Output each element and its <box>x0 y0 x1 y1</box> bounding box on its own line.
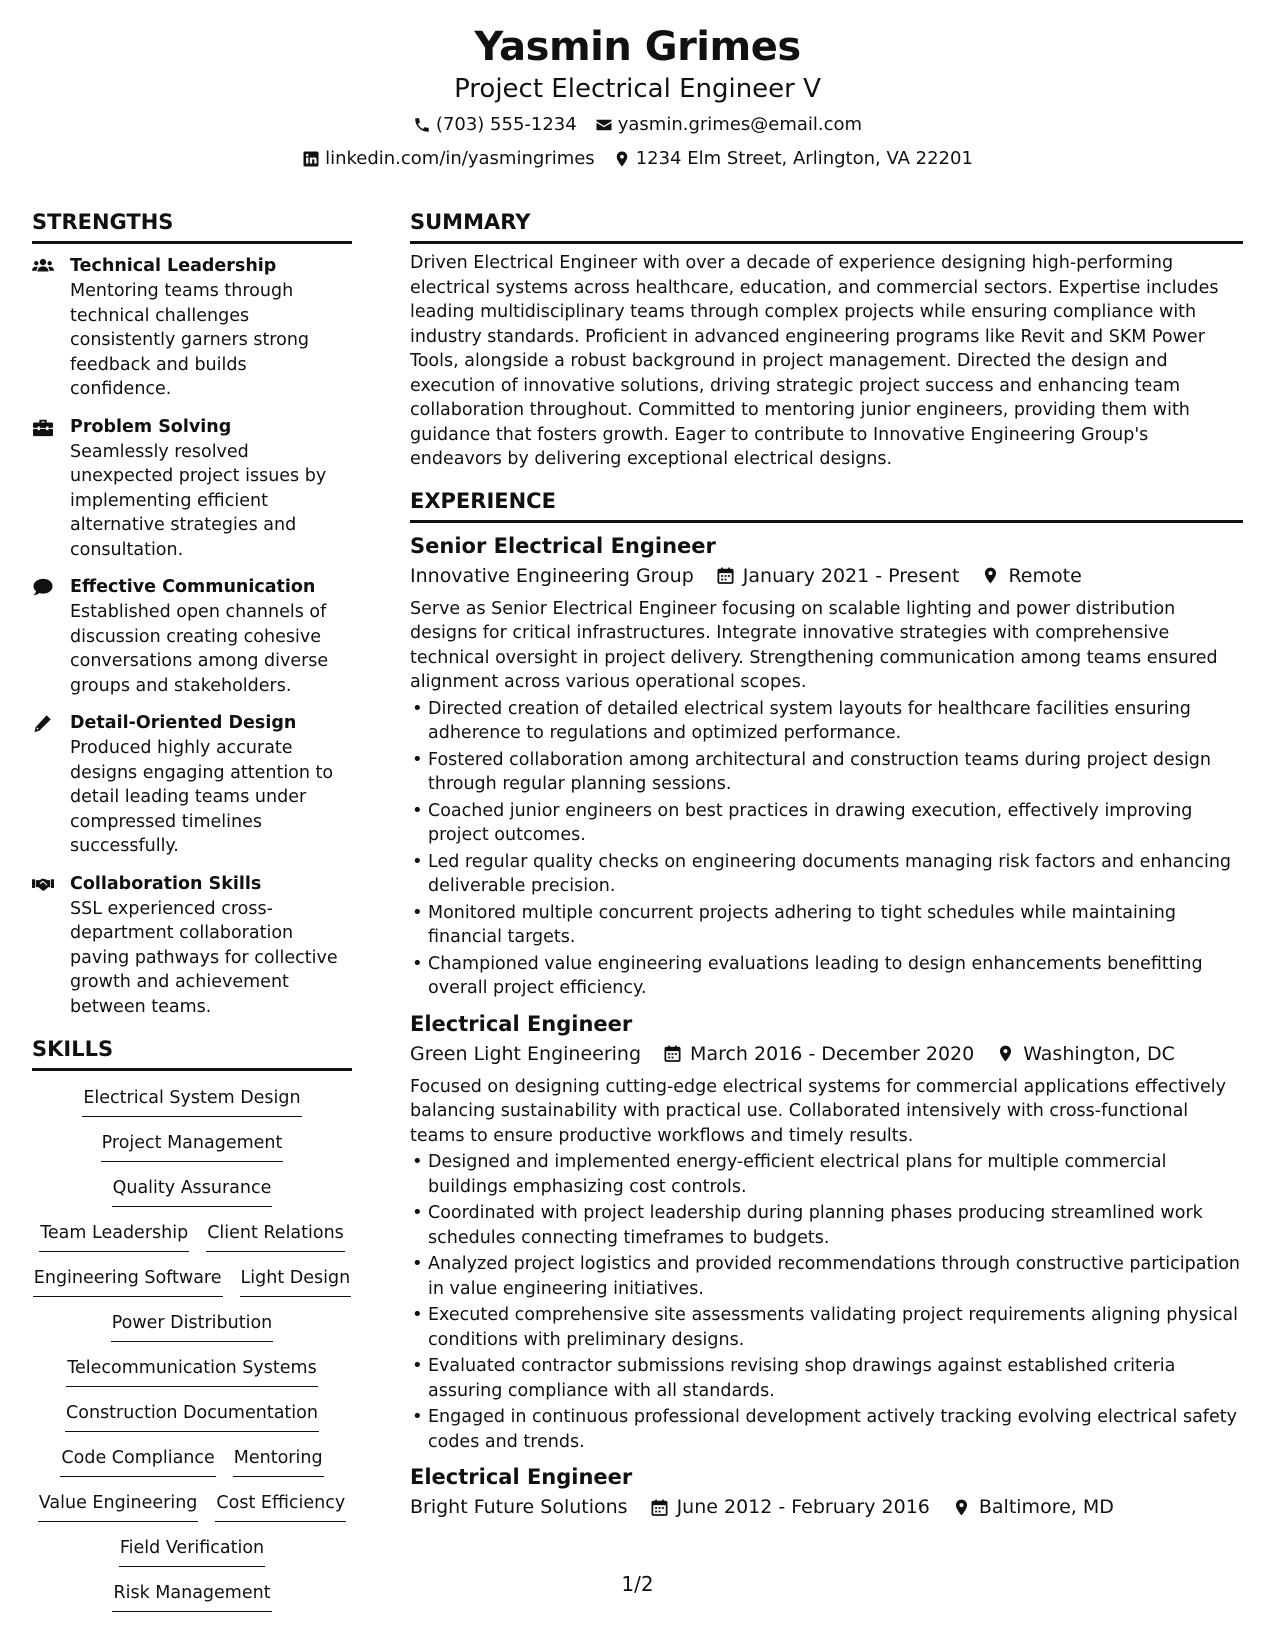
job-bullet: • Executed comprehensive site assessments validating project requirements aligning physical conditions with preliminary designs. <box>410 1303 1243 1352</box>
skill-tag: Cost Efficiency <box>215 1490 346 1522</box>
skill-tag: Team Leadership <box>39 1220 189 1252</box>
strength-desc: Produced highly accurate designs engaging attention to detail leading teams under compressed timelines successfully. <box>70 738 334 856</box>
job-bullets <box>410 1150 1243 1454</box>
strength-item <box>32 254 352 402</box>
skill-tag: Field Verification <box>119 1535 265 1567</box>
job-description: Serve as Senior Electrical Engineer focusing on scalable lighting and power distribution designs for critical infrastructures. Integrate innovative strategies with comprehensive technical oversight in project delivery. Strengthening communication among teams ensured alignment across various operational scopes. <box>410 598 1218 692</box>
skills-list <box>32 1085 352 1625</box>
contact-row-1 <box>0 110 1275 140</box>
location-text: Washington, DC <box>1023 1042 1175 1065</box>
users-icon <box>32 256 56 278</box>
job-meta <box>410 1039 1243 1069</box>
skill-row <box>33 1265 351 1310</box>
job-dates <box>663 1039 974 1069</box>
job-bullet: • Led regular quality checks on engineering documents managing risk factors and enhancing deliverable precision. <box>410 850 1243 899</box>
strength-item <box>32 711 352 859</box>
job-bullet: • Designed and implemented energy-efficient electrical plans for multiple commercial buildings emphasizing cost controls. <box>410 1150 1243 1199</box>
company-text: Innovative Engineering Group <box>410 564 694 587</box>
skill-tag: Project Management <box>101 1130 284 1162</box>
job-meta <box>410 561 1243 591</box>
job-title: Electrical Engineer <box>410 1011 633 1036</box>
skill-tag: Light Design <box>240 1265 352 1297</box>
comment-icon <box>32 577 56 599</box>
skill-tag: Value Engineering <box>38 1490 199 1522</box>
linkedin-contact[interactable] <box>302 144 595 174</box>
skill-row <box>66 1355 317 1400</box>
job-entry <box>410 1009 1243 1455</box>
phone-text: (703) 555-1234 <box>435 114 577 135</box>
job-entry <box>410 531 1243 1001</box>
handshake-icon <box>32 874 56 896</box>
skill-row <box>38 1490 346 1535</box>
job-bullet: • Monitored multiple concurrent projects adhering to tight schedules while maintaining financial targets. <box>410 901 1243 950</box>
calendar-icon <box>650 1498 669 1517</box>
skills-heading: SKILLS <box>32 1032 352 1071</box>
job-location <box>996 1039 1175 1069</box>
left-column <box>32 205 352 1625</box>
skill-tag: Quality Assurance <box>112 1175 273 1207</box>
job-bullet: • Engaged in continuous professional development actively tracking evolving electrical safety codes and trends. <box>410 1405 1243 1454</box>
job-bullet: • Directed creation of detailed electrical system layouts for healthcare facilities ensuring adherence to regulations and optimized performance. <box>410 697 1243 746</box>
job-entry <box>410 1462 1243 1522</box>
skill-tag: Construction Documentation <box>65 1400 319 1432</box>
job-dates <box>716 561 960 591</box>
skill-row <box>112 1175 273 1220</box>
job-company <box>410 1039 641 1069</box>
job-description: Focused on designing cutting-edge electrical systems for commercial applications effectively balancing sustainability with practical use. Collaborated intensively with cross-functional teams to ensure productive workflows and timely results. <box>410 1076 1226 1146</box>
pencil-icon <box>32 713 56 735</box>
strength-title: Technical Leadership <box>70 256 277 276</box>
strength-desc: Seamlessly resolved unexpected project issues by implementing efficient alternative strategies and consultation. <box>70 441 327 560</box>
skill-tag: Client Relations <box>206 1220 345 1252</box>
right-column <box>410 205 1243 1522</box>
phone-contact <box>413 110 577 140</box>
address-contact <box>613 144 973 174</box>
summary-heading: SUMMARY <box>410 205 1243 244</box>
summary-text: Driven Electrical Engineer with over a decade of experience designing high-performing electrical systems across healthcare, education, and commercial sectors. Expertise includes leading multidisciplinary teams through complex projects while ensuring compliance with industry standards. Proficient in advanced engineering programs like Revit and SKM Power Tools, alongside a robust background in project management. Directed the design and execution of innovative solutions, driving strategic project success and enhancing team collaboration throughout. Committed to mentoring junior engineers, providing them with guidance that fosters growth. Eager to contribute to Innovative Engineering Group's endeavors by delivering exceptional electrical designs. <box>410 253 1219 469</box>
toolbox-icon <box>32 417 56 439</box>
email-contact[interactable] <box>595 110 862 140</box>
strength-desc: SSL experienced cross-department collaboration paving pathways for collective growth and achievement between teams. <box>70 898 338 1017</box>
experience-heading: EXPERIENCE <box>410 484 1243 523</box>
email-text[interactable]: yasmin.grimes@email.com <box>617 114 863 135</box>
linkedin-text[interactable]: linkedin.com/in/yasmingrimes <box>325 148 595 169</box>
job-bullet: • Coached junior engineers on best practices in drawing execution, effectively improving project outcomes. <box>410 799 1243 848</box>
strength-title: Detail-Oriented Design <box>70 713 297 733</box>
job-bullet: • Coordinated with project leadership during planning phases producing streamlined work schedules connecting timeframes to budgets. <box>410 1201 1243 1250</box>
location-pin-icon <box>952 1498 971 1517</box>
skill-tag: Electrical System Design <box>82 1085 301 1117</box>
dates-text: March 2016 - December 2020 <box>690 1042 975 1065</box>
job-company <box>410 1492 628 1522</box>
skill-tag: Risk Management <box>112 1580 271 1612</box>
job-location <box>952 1492 1114 1522</box>
skill-tag: Engineering Software <box>33 1265 223 1297</box>
strength-item <box>32 575 352 698</box>
candidate-name: Yasmin Grimes <box>474 24 801 70</box>
company-text: Bright Future Solutions <box>410 1496 628 1518</box>
job-location <box>981 561 1081 591</box>
job-bullets <box>410 697 1243 1001</box>
location-text: Baltimore, MD <box>978 1496 1114 1518</box>
job-bullet: • Analyzed project logistics and provided recommendations through constructive participation in value engineering initiatives. <box>410 1252 1243 1301</box>
job-bullet: • Fostered collaboration among architectural and construction teams during project design through regular planning sessions. <box>410 748 1243 797</box>
phone-icon <box>413 116 431 134</box>
dates-text: January 2021 - Present <box>742 564 960 587</box>
job-meta <box>410 1492 1243 1522</box>
skill-row <box>111 1310 274 1355</box>
skill-tag: Mentoring <box>233 1445 324 1477</box>
skill-row <box>60 1445 323 1490</box>
job-bullet: • Championed value engineering evaluations leading to design enhancements benefitting overall project efficiency. <box>410 952 1243 1001</box>
strength-title: Collaboration Skills <box>70 873 262 894</box>
strengths-list <box>32 254 352 1019</box>
skill-tag: Code Compliance <box>60 1445 215 1477</box>
job-title: Electrical Engineer <box>410 1465 633 1489</box>
strength-item <box>32 415 352 563</box>
job-title: Senior Electrical Engineer <box>410 533 716 558</box>
strength-title: Problem Solving <box>70 416 232 437</box>
contact-row-2 <box>0 144 1275 174</box>
strength-desc: Mentoring teams through technical challenges consistently garners strong feedback and builds confidence. <box>70 281 310 399</box>
job-bullet: • Evaluated contractor submissions revising shop drawings against established criteria assuring compliance with all standards. <box>410 1354 1243 1403</box>
candidate-title: Project Electrical Engineer V <box>454 74 821 104</box>
page-number: 1/2 <box>621 1572 654 1596</box>
job-company <box>410 561 694 591</box>
strength-desc: Established open channels of discussion creating cohesive conversations among diverse groups and stakeholders. <box>70 602 329 696</box>
location-text: Remote <box>1008 564 1082 587</box>
skill-tag: Telecommunication Systems <box>66 1355 317 1387</box>
resume-header <box>0 22 1275 174</box>
calendar-icon <box>663 1044 682 1063</box>
envelope-icon <box>595 116 613 134</box>
calendar-icon <box>716 566 735 585</box>
skill-row <box>65 1400 319 1445</box>
strength-title: Effective Communication <box>70 577 316 597</box>
location-pin-icon <box>996 1044 1015 1063</box>
linkedin-icon <box>302 150 320 168</box>
job-dates <box>650 1492 930 1522</box>
skill-row <box>39 1220 345 1265</box>
dates-text: June 2012 - February 2016 <box>676 1496 930 1518</box>
address-text: 1234 Elm Street, Arlington, VA 22201 <box>635 148 973 169</box>
skill-tag: Power Distribution <box>111 1310 274 1342</box>
location-pin-icon <box>613 150 631 168</box>
location-pin-icon <box>981 566 1000 585</box>
skill-row <box>101 1130 284 1175</box>
strength-item <box>32 872 352 1020</box>
strengths-heading: STRENGTHS <box>32 205 352 244</box>
skill-row <box>82 1085 301 1130</box>
company-text: Green Light Engineering <box>410 1042 642 1065</box>
